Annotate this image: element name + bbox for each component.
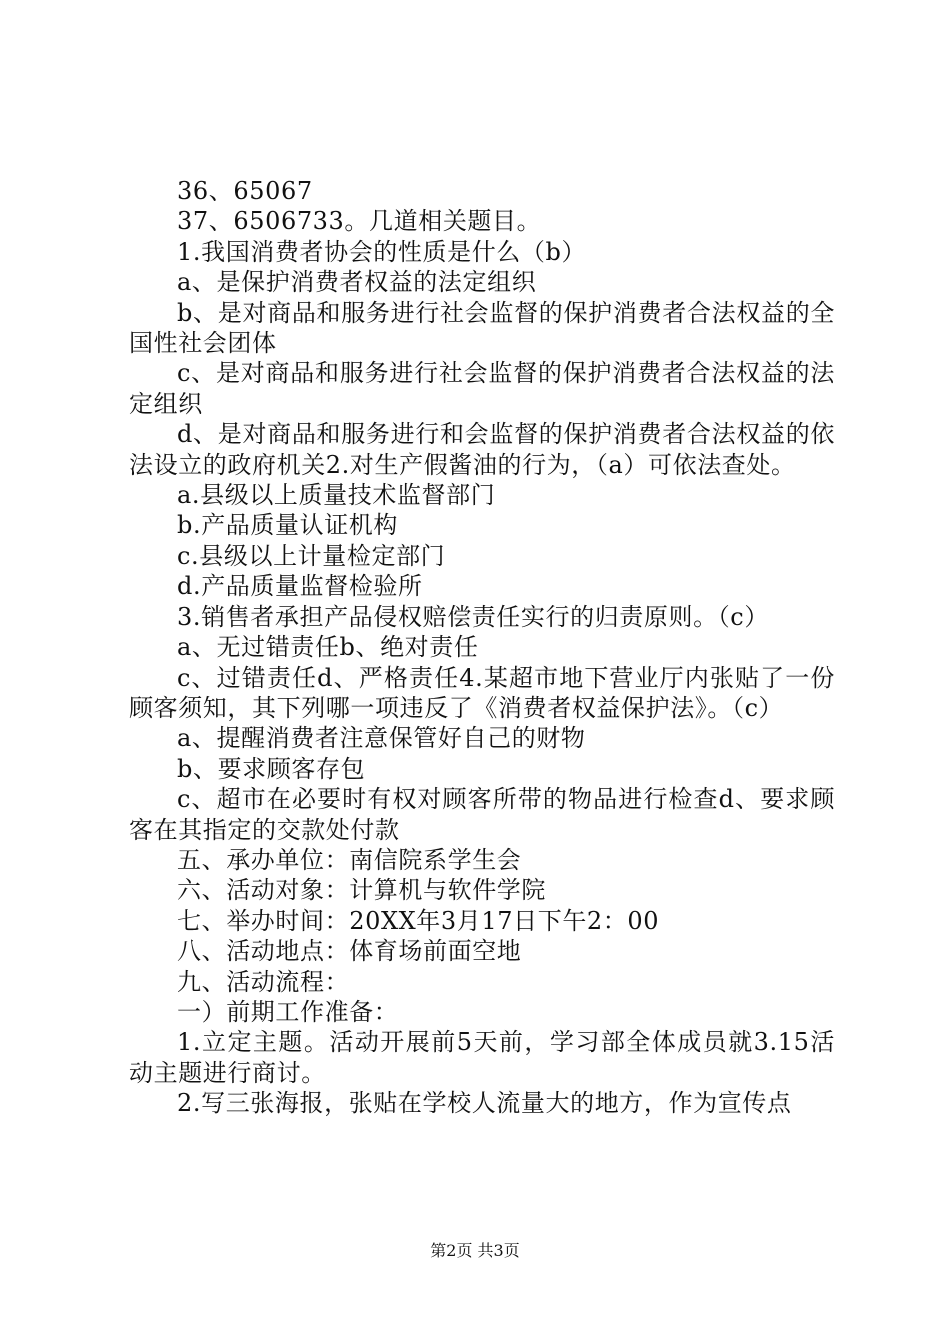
document-body bbox=[129, 176, 835, 1119]
section-heading: 六、活动对象：计算机与软件学院 bbox=[177, 876, 546, 905]
option: a、是保护消费者权益的法定组织 bbox=[177, 268, 537, 297]
option: d.产品质量监督检验所 bbox=[177, 572, 423, 601]
option: d、是对商品和服务进行和会监督的保护消费者合法权益的依法设立的政府机关2.对生产假酱油的行为，（a）可依法查处。 bbox=[129, 420, 835, 479]
section-heading: 五、承办单位：南信院系学生会 bbox=[177, 845, 522, 874]
question-1: 1.我国消费者协会的性质是什么（b） bbox=[177, 237, 587, 266]
option: a、无过错责任b、绝对责任 bbox=[177, 633, 479, 662]
option: a、提醒消费者注意保管好自己的财物 bbox=[177, 724, 586, 753]
subsection-heading: 一）前期工作准备： bbox=[177, 997, 399, 1026]
option: b.产品质量认证机构 bbox=[177, 511, 398, 540]
paragraph: 36、65067 bbox=[177, 177, 313, 205]
section-heading: 八、活动地点：体育场前面空地 bbox=[177, 937, 522, 966]
paragraph: 37、6506733。几道相关题目。 bbox=[177, 207, 542, 236]
section-heading: 九、活动流程： bbox=[177, 967, 350, 996]
option: c、超市在必要时有权对顾客所带的物品进行检查d、要求顾客在其指定的交款处付款 bbox=[129, 785, 835, 844]
page-number: 第2页 共3页 bbox=[430, 1241, 520, 1260]
option: c、过错责任d、严格责任4.某超市地下营业厅内张贴了一份顾客须知，其下列哪一项违反了《消费者权益保护法》。（c） bbox=[129, 663, 835, 722]
option: a.县级以上质量技术监督部门 bbox=[177, 481, 496, 510]
option: c.县级以上计量检定部门 bbox=[177, 541, 446, 570]
option: b、要求顾客存包 bbox=[177, 754, 366, 783]
option: c、是对商品和服务进行社会监督的保护消费者合法权益的法定组织 bbox=[129, 359, 835, 418]
question-3: 3.销售者承担产品侵权赔偿责任实行的归责原则。（c） bbox=[177, 602, 769, 631]
section-heading: 七、举办时间：20XX年3月17日下午2：00 bbox=[177, 906, 660, 935]
list-item: 1.立定主题。活动开展前5天前，学习部全体成员就3.15活动主题进行商讨。 bbox=[129, 1028, 835, 1087]
option: b、是对商品和服务进行社会监督的保护消费者合法权益的全国性社会团体 bbox=[129, 298, 835, 358]
list-item: 2.写三张海报，张贴在学校人流量大的地方，作为宣传点 bbox=[177, 1089, 792, 1118]
